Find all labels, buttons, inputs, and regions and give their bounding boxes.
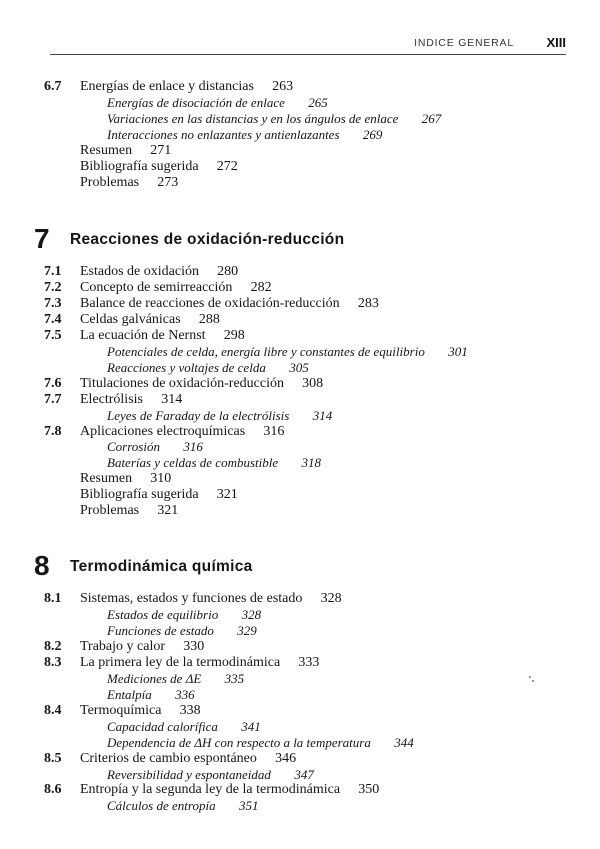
- entry-text-group: [80, 280, 272, 296]
- entry-page: 301: [448, 343, 468, 359]
- entry-text-group: [80, 312, 220, 328]
- section-number: 7.4: [44, 311, 62, 327]
- entry-text-group: [80, 328, 245, 344]
- entry-title: Bibliografía sugerida: [80, 487, 199, 503]
- entry-text-group: [80, 159, 238, 175]
- entry-title: Sistemas, estados y funciones de estado: [80, 591, 303, 606]
- entry-title: Trabajo y calor: [80, 638, 166, 654]
- entry-text-group: [107, 408, 332, 424]
- entry-text-group: [80, 79, 293, 95]
- entry-page: 305: [289, 359, 309, 375]
- entry-title: La primera ley de la termodinámica: [80, 654, 281, 670]
- entry-text-group: [107, 439, 203, 455]
- section-number: 8.6: [44, 782, 62, 798]
- running-head: [50, 34, 566, 55]
- entry-page: 314: [312, 407, 333, 423]
- section-number: 7.7: [44, 391, 62, 407]
- entry-text-group: [80, 376, 323, 392]
- entry-title: Variaciones en las distancias y en los ángulos de enlace: [107, 110, 399, 126]
- entry-page: 263: [272, 79, 294, 94]
- entry-page: 269: [362, 126, 383, 142]
- entry-title: Celdas galvánicas: [80, 311, 181, 327]
- entry-title: Entalpía: [107, 686, 152, 702]
- entry-page: 341: [241, 718, 261, 734]
- entry-page: 336: [175, 686, 195, 702]
- entry-text-group: [107, 735, 414, 751]
- entry-text-group: [107, 344, 468, 360]
- entry-title: Interacciones no enlazantes y antienlazantes: [107, 126, 340, 142]
- entry-page: 314: [161, 391, 183, 407]
- entry-page: 272: [216, 158, 238, 174]
- entry-title: Concepto de semirreacción: [80, 279, 233, 295]
- entry-text-group: [80, 296, 379, 312]
- entry-text-group: [80, 503, 178, 519]
- entry-page: 333: [298, 654, 320, 670]
- entry-title: Energías de enlace y distancias: [80, 79, 254, 94]
- entry-page: 346: [275, 750, 297, 766]
- entry-text-group: [80, 487, 238, 503]
- chapter-title: Termodinámica química: [70, 558, 253, 575]
- entry-title: Problemas: [80, 503, 140, 519]
- section-number: 7.1: [44, 264, 62, 279]
- entry-page: 329: [237, 622, 257, 638]
- entry-page: 316: [183, 439, 203, 455]
- entry-page: 316: [263, 423, 285, 439]
- entry-text-group: [80, 143, 171, 159]
- entry-title: Estados de equilibrio: [107, 607, 219, 622]
- entry-page: 308: [302, 375, 324, 391]
- entry-page: 328: [320, 591, 342, 606]
- entry-page: 347: [294, 766, 314, 782]
- entry-page: 350: [358, 782, 380, 798]
- entry-title: Balance de reacciones de oxidación-reducción: [80, 295, 340, 311]
- entry-page: 267: [421, 110, 442, 126]
- entry-text-group: [107, 719, 261, 735]
- entry-title: Potenciales de celda, energía libre y constantes de equilibrio: [107, 343, 425, 359]
- entry-text-group: [107, 111, 441, 127]
- entry-title: Entropía y la segunda ley de la termodinámica: [80, 782, 341, 798]
- entry-text-group: [80, 639, 204, 655]
- entry-text-group: [80, 591, 342, 607]
- entry-title: Criterios de cambio espontáneo: [80, 750, 257, 766]
- entry-title: Corrosión: [107, 439, 160, 455]
- entry-title: Mediciones de ΔE: [107, 670, 202, 686]
- entry-text-group: [107, 607, 261, 623]
- entry-text-group: [107, 455, 321, 471]
- section-number: 8.1: [44, 591, 62, 606]
- section-number: 7.6: [44, 375, 62, 391]
- entry-title: Cálculos de entropía: [107, 798, 216, 814]
- entry-page: 351: [238, 798, 259, 814]
- entry-title: Reacciones y voltajes de celda: [107, 359, 266, 375]
- entry-title: Aplicaciones electroquímicas: [80, 423, 246, 439]
- entry-page: 288: [198, 311, 220, 327]
- entry-page: 283: [357, 295, 379, 311]
- section-number: 6.7: [44, 79, 62, 94]
- entry-title: Bibliografía sugerida: [80, 158, 199, 174]
- entry-title: Resumen: [80, 471, 133, 487]
- section-number: 7.3: [44, 295, 62, 311]
- entry-title: La ecuación de Nernst: [80, 327, 206, 343]
- entry-title: Energías de disociación de enlace: [107, 95, 285, 110]
- entry-text-group: [107, 687, 195, 703]
- entry-text-group: [107, 95, 328, 111]
- section-number: 8.4: [44, 702, 62, 718]
- print-speck: [532, 680, 534, 682]
- entry-page: 280: [217, 264, 239, 279]
- entry-title: Titulaciones de oxidación-reducción: [80, 375, 284, 391]
- running-head-title: INDICE GENERAL: [414, 37, 514, 49]
- entry-text-group: [80, 655, 319, 671]
- entry-page: 298: [223, 327, 245, 343]
- entry-page: 271: [150, 142, 172, 158]
- section-number: 8.2: [44, 638, 62, 654]
- entry-text-group: [80, 264, 238, 280]
- entry-title: Termoquímica: [80, 702, 162, 718]
- entry-title: Reversibilidad y espontaneidad: [107, 766, 271, 782]
- entry-page: 321: [157, 503, 179, 519]
- entry-title: Baterías y celdas de combustible: [107, 455, 279, 471]
- entry-text-group: [107, 671, 244, 687]
- entry-text-group: [107, 360, 309, 376]
- entry-page: 330: [183, 638, 205, 654]
- entry-title: Dependencia de ΔH con respecto a la temperatura: [107, 734, 371, 750]
- entry-text-group: [80, 471, 171, 487]
- section-number: 7.5: [44, 327, 62, 343]
- entry-page: 282: [250, 279, 272, 295]
- entry-title: Estados de oxidación: [80, 264, 199, 279]
- chapter-number: 8: [34, 550, 50, 581]
- chapter-number: 7: [34, 223, 50, 254]
- entry-page: 310: [150, 471, 172, 487]
- section-number: 8.5: [44, 750, 62, 766]
- entry-page: 335: [224, 670, 245, 686]
- entry-text-group: [107, 767, 314, 783]
- entry-page: 318: [301, 455, 322, 471]
- entry-page: 265: [308, 95, 328, 110]
- print-speck: [529, 676, 531, 678]
- entry-page: 344: [394, 734, 414, 750]
- entry-page: 273: [157, 174, 179, 190]
- entry-text-group: [80, 392, 182, 408]
- chapter-title: Reacciones de oxidación-reducción: [70, 231, 345, 248]
- entry-title: Resumen: [80, 142, 133, 158]
- page-number: XIII: [546, 35, 566, 50]
- entry-title: Leyes de Faraday de la electrólisis: [107, 407, 290, 423]
- entry-title: Capacidad calorífica: [107, 718, 218, 734]
- entry-text-group: [80, 175, 178, 191]
- entry-text-group: [80, 424, 284, 440]
- entry-text-group: [107, 127, 382, 143]
- entry-title: Problemas: [80, 174, 140, 190]
- section-number: 8.3: [44, 654, 62, 670]
- entry-page: 321: [216, 487, 238, 503]
- entry-title: Electrólisis: [80, 391, 143, 407]
- section-number: 7.2: [44, 279, 62, 295]
- entry-page: 338: [179, 702, 201, 718]
- entry-text-group: [80, 751, 296, 767]
- entry-title: Funciones de estado: [107, 622, 214, 638]
- section-number: 7.8: [44, 423, 62, 439]
- entry-page: 328: [241, 607, 262, 622]
- entry-text-group: [80, 703, 201, 719]
- entry-text-group: [107, 623, 257, 639]
- entry-text-group: [80, 782, 379, 798]
- entry-text-group: [107, 798, 258, 814]
